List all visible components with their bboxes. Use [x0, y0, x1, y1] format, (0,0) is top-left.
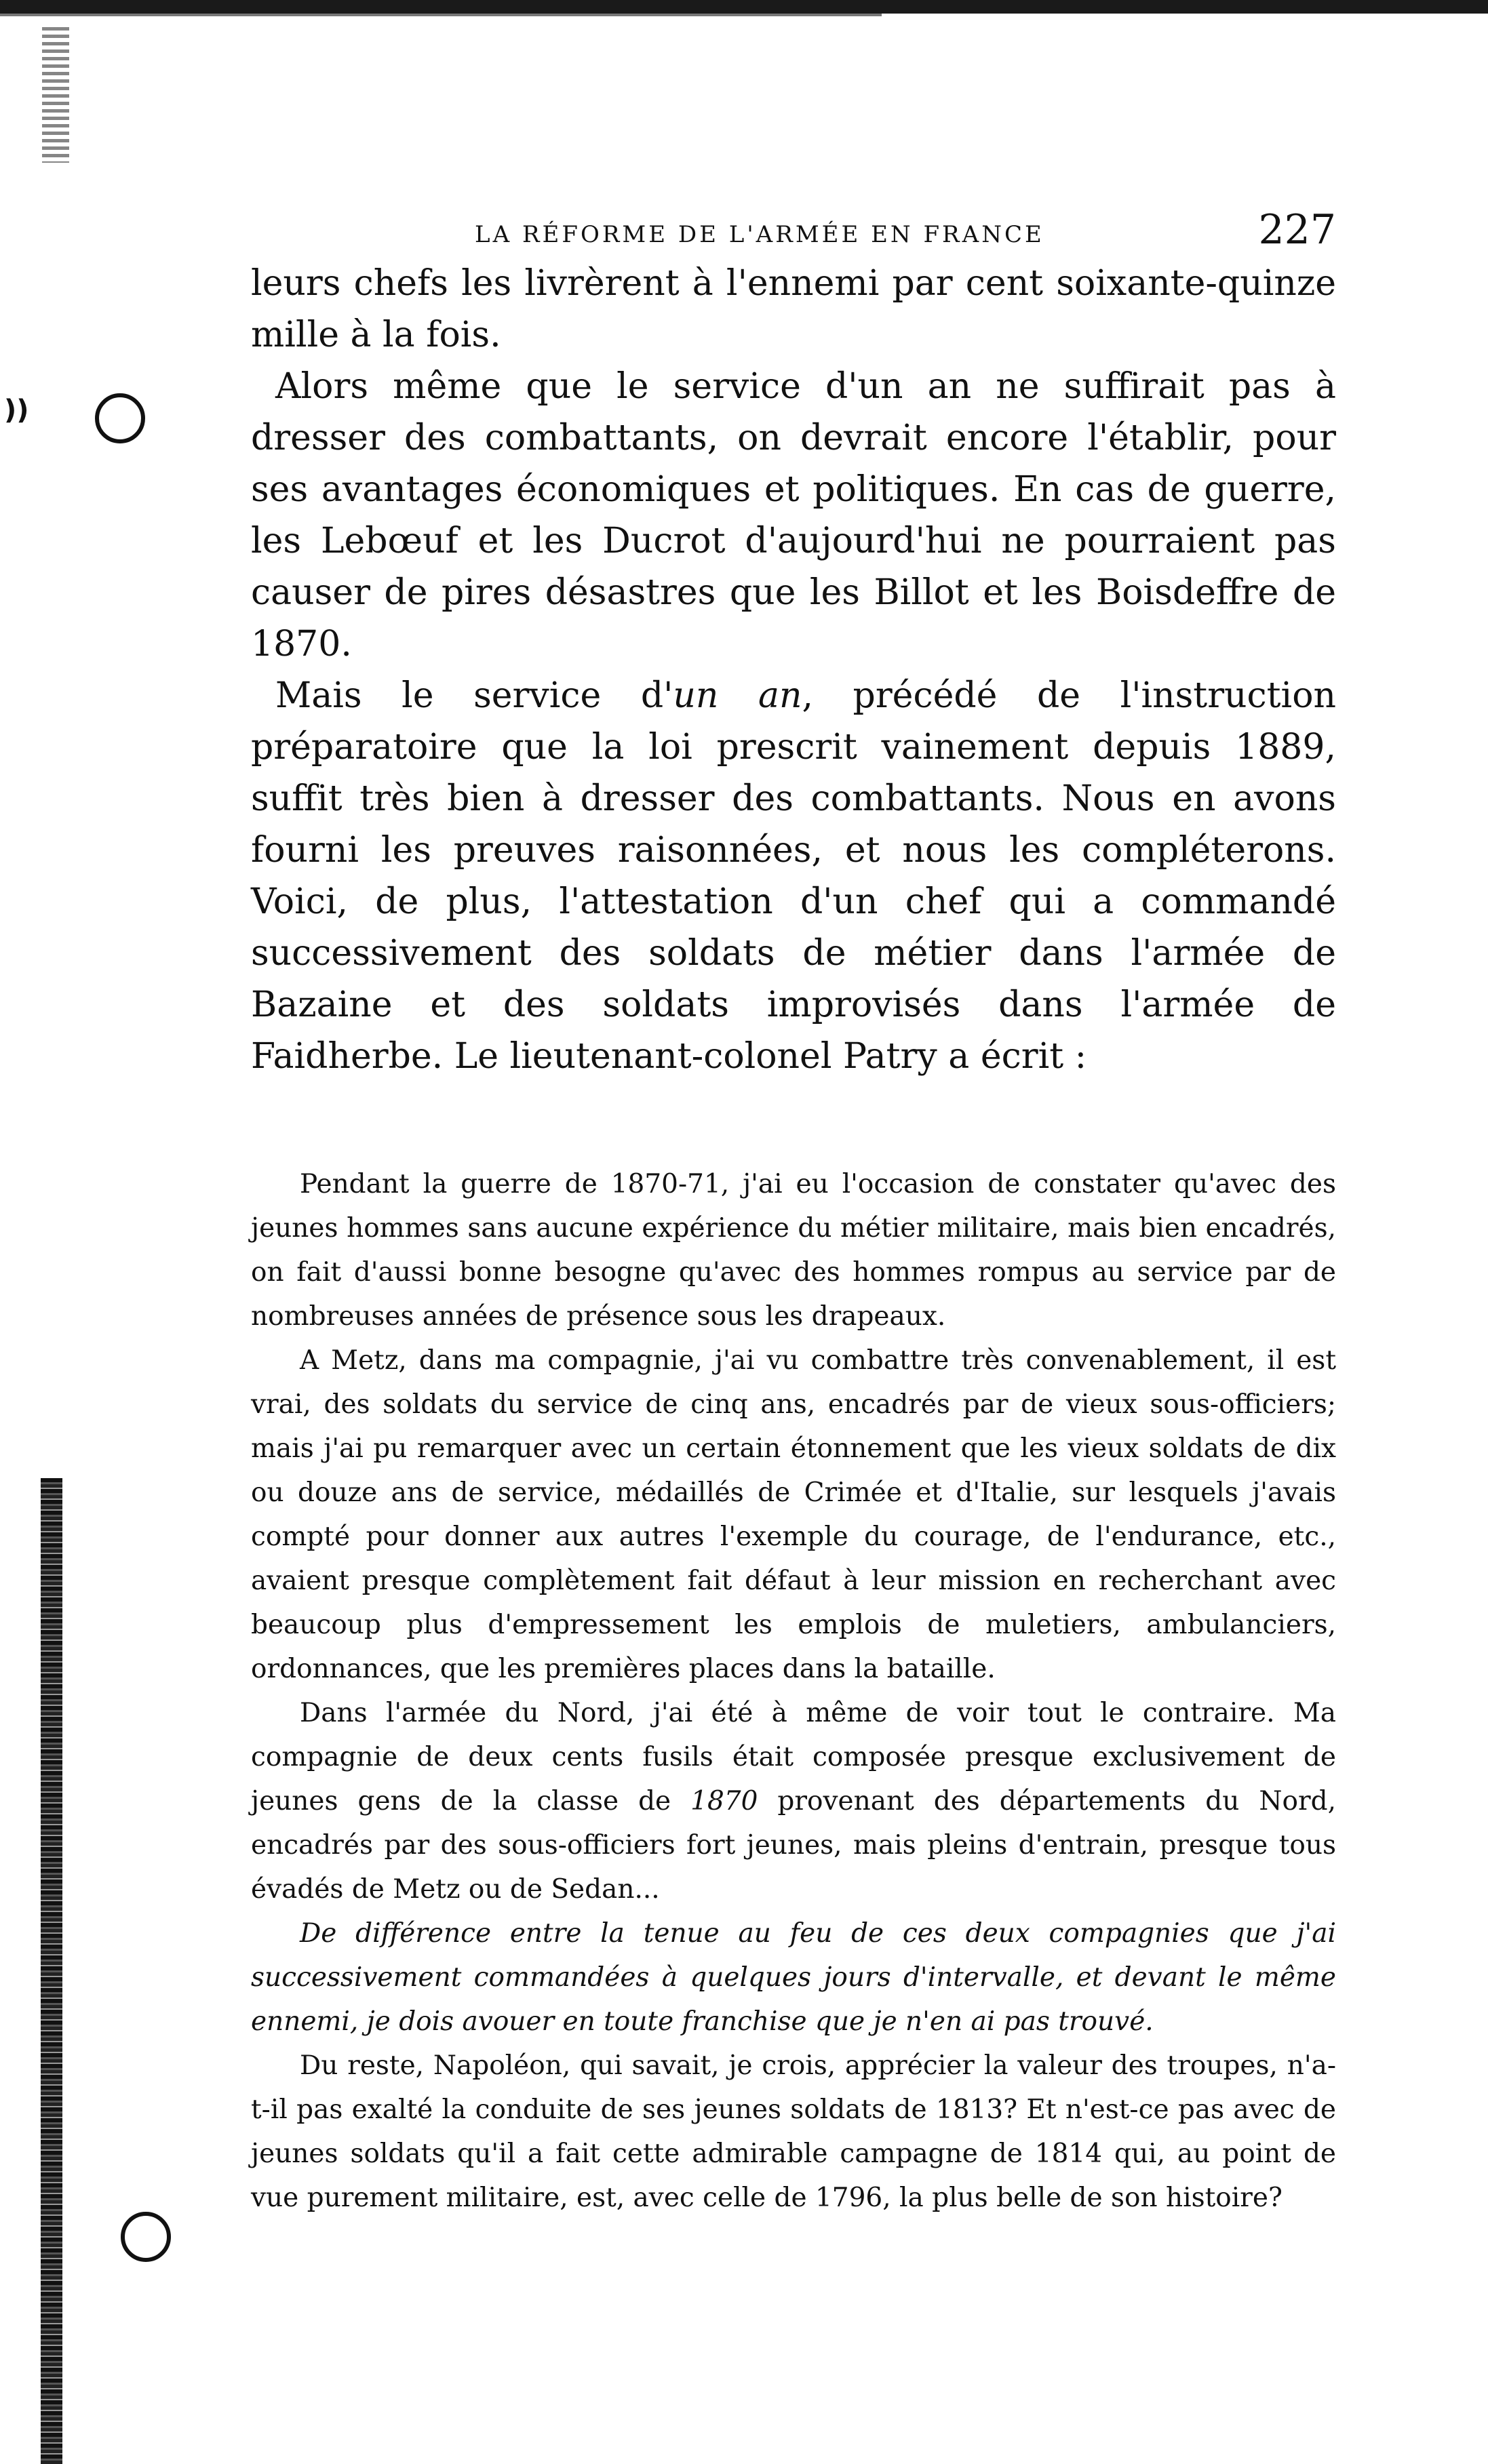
punch-hole-top	[95, 393, 145, 443]
punch-hole-bottom	[121, 2212, 171, 2262]
binding-edge-artifact	[41, 1478, 62, 2464]
text-run: Mais le service d'	[275, 675, 673, 716]
quote-paragraph: Pendant la guerre de 1870-71, j'ai eu l'occasion de constater qu'avec des jeunes hommes sans aucune expérience du métier militaire, mais bien encadrés, on fait d'aussi bonne besogne qu'avec des hommes rompus au service par de nombreuses années de présence sous les drapeaux.	[251, 1169, 1336, 1332]
paragraph: leurs chefs les livrèrent à l'ennemi par cent soixante-quinze mille à la fois.	[251, 263, 1336, 355]
top-border-rule	[0, 0, 1488, 14]
page-number: 227	[1258, 206, 1336, 254]
quote-paragraph-italic: De différence entre la tenue au feu de ces deux compagnies que j'ai successivement commandées à quelques jours d'intervalle, et devant le même ennemi, je dois avouer en toute franchise que je n'en ai pas trouvé.	[251, 1918, 1336, 2037]
running-head	[251, 197, 1336, 258]
text-run: Dans l'armée du Nord, j'ai été à même de voir tout le contraire. Ma compagnie de deux cents fusils était composée presque exclusivement de jeunes gens de la classe de	[251, 1698, 1336, 1816]
emphasis: 1870	[690, 1786, 758, 1816]
text-run: provenant des départements du Nord, encadrés par des sous-officiers fort jeunes, mais pleins d'entrain, presque tous évadés de Metz ou de Sedan...	[251, 1786, 1336, 1905]
margin-mark: ))	[4, 395, 29, 426]
main-text	[251, 258, 1336, 1082]
top-border-shadow	[0, 14, 882, 16]
text-run: , précédé de l'instruction préparatoire que la loi prescrit vainement depuis 1889, suffit très bien à dresser des combattants. Nous en avons fourni les preuves raisonnées, et nous les compléterons. Voici, de plus, l'attestation d'un chef qui a commandé successivement des soldats de métier dans l'armée de Bazaine et des soldats improvisés dans l'armée de Faidherbe. Le lieutenant-colonel Patry a écrit :	[251, 675, 1336, 1077]
quote-paragraph: A Metz, dans ma compagnie, j'ai vu combattre très convenablement, il est vrai, des soldats du service de cinq ans, encadrés par de vieux sous-officiers; mais j'ai pu remarquer avec un certain étonnement que les vieux soldats de dix ou douze ans de service, médaillés de Crimée et d'Italie, sur lesquels j'avais compté pour donner aux autres l'exemple du courage, de l'endurance, etc., avaient presque complètement fait défaut à leur mission en recherchant avec beaucoup plus d'empressement les emplois de muletiers, ambulanciers, ordonnances, que les premières places dans la bataille.	[251, 1345, 1336, 1684]
running-title: LA RÉFORME DE L'ARMÉE EN FRANCE	[475, 221, 1044, 248]
quote-paragraph: Du reste, Napoléon, qui savait, je crois, apprécier la valeur des troupes, n'a-t-il pas exalté la conduite de ses jeunes soldats de 1813? Et n'est-ce pas avec de jeunes soldats qu'il a fait cette admirable campagne de 1814 qui, au point de vue purement militaire, est, avec celle de 1796, la plus belle de son histoire?	[251, 2050, 1336, 2213]
scan-edge-artifact	[42, 27, 69, 163]
book-page	[251, 197, 1336, 2220]
quote-paragraph	[251, 1691, 1336, 1911]
paragraph: Alors même que le service d'un an ne suffirait pas à dresser des combattants, on devrait encore l'établir, pour ses avantages économiques et politiques. En cas de guerre, les Lebœuf et les Ducrot d'aujourd'hui ne pourraient pas causer de pires désastres que les Billot et les Boisdeffre de 1870.	[251, 366, 1336, 664]
emphasis: un an	[673, 675, 802, 716]
block-quote	[251, 1162, 1336, 2220]
paragraph	[251, 670, 1336, 1082]
